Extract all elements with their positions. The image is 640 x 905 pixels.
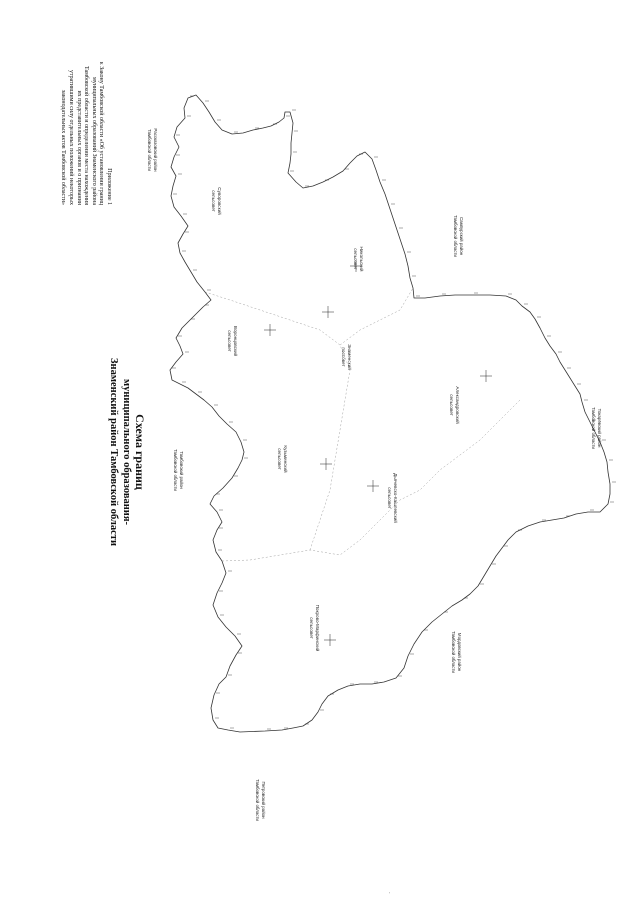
map-title-line3: Знаменский район Тамбовской области <box>108 358 119 546</box>
appendix-line: утратившими силу отдельных положений некоторых <box>68 69 75 205</box>
settlement-label-znamensky: Знаменский поссовет <box>341 344 352 370</box>
settlement-center-marker <box>324 634 336 646</box>
settlement-center-marker <box>350 260 362 272</box>
settlement-label-vorontsovsky: Воронцовский сельсовет <box>227 325 238 357</box>
appendix-line: Приложение 1 <box>106 168 112 205</box>
settlement-label-aleksandrovsky: Александровский сельсовет <box>449 386 460 424</box>
neighbor-label-tambovsky: Тамбовский район Тамбовской области <box>173 449 184 491</box>
appendix-line: Тамбовской области и определении места нахождения <box>83 65 90 205</box>
settlement-center-marker <box>320 458 332 470</box>
settlement-label-kuzminsky: Кузьминский сельсовет <box>277 445 288 473</box>
settlement-label-suvorovsky: Суворовский сельсовет <box>211 187 222 215</box>
map-title-line1: Схема границ <box>133 414 147 490</box>
appendix-line: законодательных актов Тамбовской области» <box>60 89 67 205</box>
settlement-center-marker <box>367 480 379 492</box>
map-title-line2: муниципального образования- <box>121 378 132 526</box>
page-number: · <box>386 892 392 894</box>
settlement-label-dyachevsko-kashlevsky: Дьячевско-Кашлевский сельсовет <box>387 473 398 523</box>
neighbor-label-petrovsky: Петровский район Тамбовской области <box>255 779 266 821</box>
neighbor-label-tokarevsky: Токарёвский район Тамбовской области <box>591 407 602 449</box>
settlement-center-marker <box>322 306 334 318</box>
neighbor-label-rasskazovsky: Рассказовский район Тамбовской области <box>147 128 158 172</box>
settlement-label-nikolsky: Никольский сельсовет <box>353 246 364 272</box>
appendix-line: их представительных органов и о признании <box>75 90 82 205</box>
neighbor-label-sampursky: Сампурский район Тамбовской области <box>453 215 464 257</box>
appendix-line: к Закону Тамбовской области «Об установлении границ <box>98 61 105 205</box>
neighbor-label-mordovsky: Мордовский район Тамбовской области <box>451 631 462 673</box>
settlement-center-marker <box>264 324 276 336</box>
settlement-center-marker <box>480 370 492 382</box>
settlement-label-pokrovo-marfinsky: Покрово-Марфинский сельсовет <box>309 604 320 652</box>
appendix-line: муниципальных образований Знаменского района <box>90 76 97 205</box>
